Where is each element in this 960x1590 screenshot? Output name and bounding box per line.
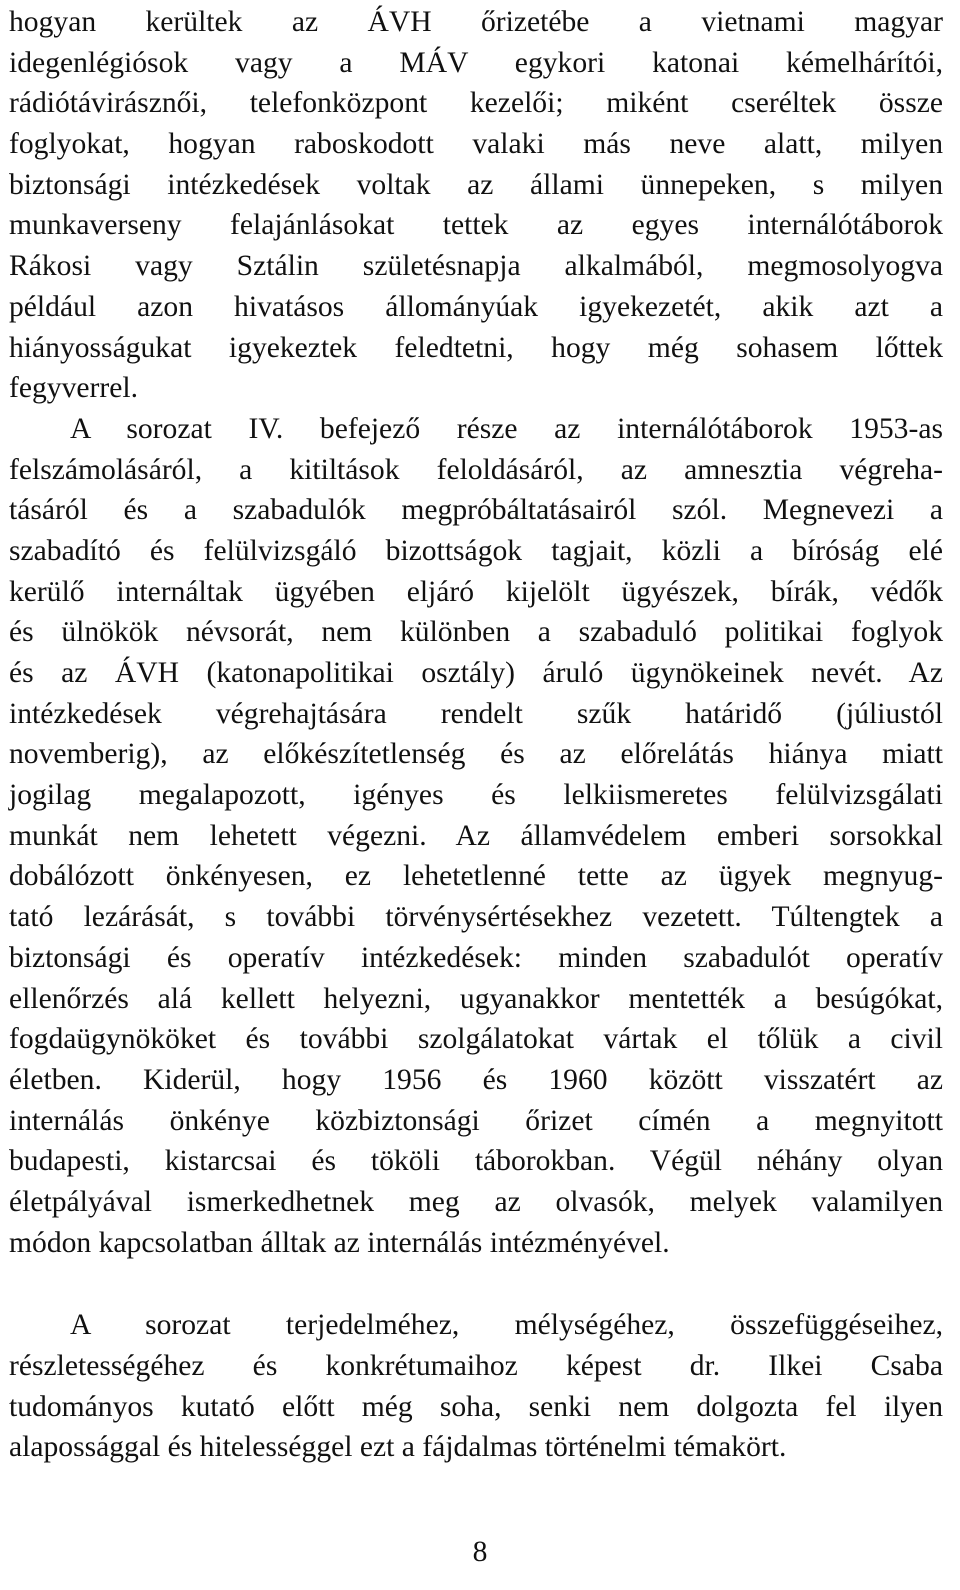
text-line: A sorozat IV. befejező része az internálótáborok 1953-as — [70, 412, 943, 445]
text-line: rádiótávirásznői, telefonközpont kezelői; miként cseréltek össze — [9, 87, 943, 120]
text-line: munkaverseny felajánlásokat tettek az egyes internálótáborok — [9, 209, 943, 242]
text-line: dobálózott önkényesen, ez lehetetlenné tette az ügyek megnyug- — [9, 860, 943, 893]
text-line: és ülnökök névsorát, nem különben a szabaduló politikai foglyok — [9, 616, 943, 649]
document-page — [9, 2, 943, 1468]
text-line: internálás önkénye közbiztonsági őrizet címén a megnyitott — [9, 1104, 943, 1137]
text-line: életpályával ismerkedhetnek meg az olvasók, melyek valamilyen — [9, 1185, 943, 1218]
paragraph-3 — [9, 1305, 943, 1468]
text-line: kerülő internáltak ügyében eljáró kijelölt ügyészek, bírák, védők — [9, 575, 943, 608]
page-number: 8 — [472, 1536, 488, 1568]
text-line: biztonsági és operatív intézkedések: minden szabadulót operatív — [9, 941, 943, 974]
text-line: A sorozat terjedelméhez, mélységéhez, összefüggéseihez, — [70, 1309, 943, 1342]
text-line: tudományos kutató előtt még soha, senki nem dolgozta fel ilyen — [9, 1390, 943, 1423]
text-line: tásáról és a szabadulók megpróbáltatásairól szól. Megnevezi a — [9, 494, 943, 527]
text-line: módon kapcsolatban álltak az internálás intézményével. — [9, 1226, 670, 1259]
text-line: felszámolásáról, a kitiltások feloldásáról, az amnesztia végreha- — [9, 453, 943, 486]
text-line: részletességéhez és konkrétumaihoz képest dr. Ilkei Csaba — [9, 1350, 943, 1382]
text-line: életben. Kiderül, hogy 1956 és 1960 között visszatért az — [9, 1063, 943, 1096]
text-line: munkát nem lehetett végezni. Az államvédelem emberi sorsokkal — [9, 819, 943, 852]
text-line: idegenlégiósok vagy a MÁV egykori katonai kémelhárítói, — [9, 46, 943, 79]
paragraph-gap — [9, 1263, 943, 1305]
text-line: novemberig), az előkészítetlenség és az előrelátás hiánya miatt — [9, 738, 943, 771]
text-line: fogdaügynököket és további szolgálatokat vártak el tőlük a civil — [9, 1023, 943, 1056]
text-line: fegyverrel. — [9, 372, 138, 405]
text-line: ellenőrzés alá kellett helyezni, ugyanakkor mentették a besúgókat, — [9, 982, 943, 1015]
text-line: biztonsági intézkedések voltak az állami ünnepeken, s milyen — [9, 168, 943, 201]
text-line: foglyokat, hogyan raboskodott valaki más neve alatt, milyen — [9, 128, 943, 161]
text-line: Rákosi vagy Sztálin születésnapja alkalmából, megmosolyogva — [9, 250, 943, 283]
text-line: budapesti, kistarcsai és tököli táborokban. Végül néhány olyan — [9, 1145, 943, 1178]
paragraph-2 — [9, 409, 943, 1263]
text-line: jogilag megalapozott, igényes és lelkiismeretes felülvizsgálati — [9, 779, 943, 812]
text-line: hogyan kerültek az ÁVH őrizetébe a vietnami magyar — [9, 6, 943, 38]
text-line: hiányosságukat igyekeztek feledtetni, hogy még sohasem lőttek — [9, 331, 943, 364]
text-line: alapossággal és hitelességgel ezt a fájdalmas történelmi témakört. — [9, 1431, 787, 1464]
text-line: és az ÁVH (katonapolitikai osztály) áruló ügynökeinek nevét. Az — [9, 657, 943, 689]
paragraph-1 — [9, 2, 943, 409]
text-line: például azon hivatásos állományúak igyekezetét, akik azt a — [9, 290, 943, 323]
text-line: szabadító és felülvizsgáló bizottságok tagjait, közli a bíróság elé — [9, 534, 943, 567]
text-line: tató lezárását, s további törvénysértésekhez vezetett. Túltengtek a — [9, 901, 943, 934]
text-line: intézkedések végrehajtására rendelt szűk határidő (júliustól — [9, 697, 943, 730]
